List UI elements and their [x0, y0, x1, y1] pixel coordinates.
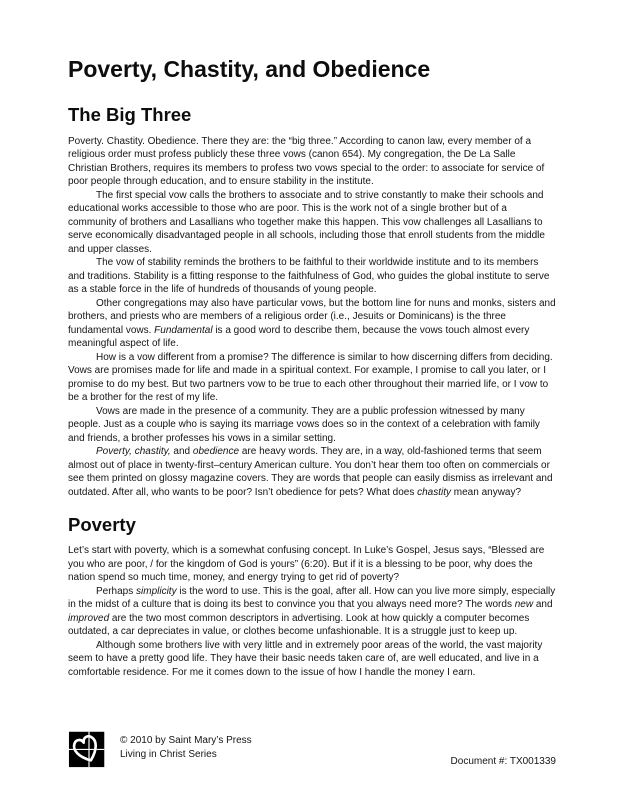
copyright-line: © 2010 by Saint Mary’s Press: [120, 734, 252, 746]
italic-text-run: Fundamental: [154, 324, 213, 336]
italic-text-run: simplicity: [136, 585, 177, 597]
text-run: Vows are made in the presence of a community. They are a public profession witnessed by many people. Just as a couple who is saying its marriage vows does so in the context of a celebration with family and friends, a brother professes his vows in a similar setting.: [68, 405, 540, 444]
text-run: mean anyway?: [451, 486, 522, 498]
text-run: Other congregations may also have particular vows, but the bottom line for nuns and monks, sisters and brothers, and priests who are members of a religious order (i.e., Jesuits or Dominicans) is the three fundamental vows.: [68, 297, 556, 336]
paragraph: [68, 405, 556, 446]
paragraph: [68, 639, 556, 680]
paragraph: [68, 351, 556, 405]
section-heading: The Big Three: [68, 104, 192, 126]
paragraph: [68, 544, 556, 585]
text-run: is the word to use. This is the goal, after all. How can you live more simply, especially in the midst of a culture that is doing its best to convince you that you always need more? The words: [68, 585, 556, 611]
document-title: Poverty, Chastity, and Obedience: [68, 56, 431, 82]
text-run: are heavy words. They are, in a way, old-fashioned terms that seem almost out of place in twenty-first–century American culture. You don’t hear them too often on commercials or see them printed on glossy magazine covers. They are words that people can easily dismiss as irrelevant and outdated. After all, who wants to be poor? Isn’t obedience for pets? What does: [68, 446, 553, 498]
text-run: Perhaps: [96, 585, 137, 597]
text-run: Poverty. Chastity. Obedience. There they are: the “big three.” According to canon law, every member of a religious order must profess publicly these three vows (canon 654). My congregation, the De La Salle Christian Brothers, requires its members to profess two vows special to the order: to associate for service of poor people through education, and to ensure stability in the institute.: [68, 135, 545, 188]
text-run: Let’s start with poverty, which is a somewhat confusing concept. In Luke’s Gospel, Jesus says, “Blessed are you who are poor, / for the kingdom of God is yours” (6:20). But if it is a blessing to be poor, why does the nation spend so much time, money, and energy trying to get rid of poverty?: [68, 545, 545, 584]
section-heading: Poverty: [68, 514, 136, 536]
italic-text-run: new: [514, 599, 534, 611]
italic-text-run: chastity: [417, 486, 452, 498]
text-run: is a good word to describe them, because the vows touch almost every meaningful aspect of life.: [68, 324, 530, 350]
publisher-text: [120, 734, 252, 763]
document-body: [68, 104, 556, 679]
text-run: and: [533, 599, 553, 611]
text-run: How is a vow different from a promise? The difference is similar to how discerning differs from deciding. Vows are promises made for life and made in a spiritual context. For example, I promise to call you later, or I promise to do my best. But two partners vow to be true to each other throughout their married life, or I vow to be a brother for the rest of my life.: [68, 351, 553, 404]
italic-text-run: Poverty, chastity,: [96, 446, 171, 458]
text-run: The vow of stability reminds the brothers to be faithful to their worldwide institute and to its members and traditions. Stability is a fitting response to the faithfulness of God, who guides the global institute to serve as a stable force in the life of hundreds of thousands of young people.: [68, 257, 550, 296]
paragraph: [68, 135, 556, 189]
italic-text-run: improved: [68, 612, 110, 624]
text-run: The first special vow calls the brothers to associate and to strive constantly to make their schools and educational works accessible to those who are poor. This is the work not of a single brother but of a community of brothers and Lasallians who together make this happen. This vow challenges all Lasallians to serve economically disadvantaged people in all schools, including those that enroll students from the middle and upper classes.: [68, 189, 545, 255]
text-run: Although some brothers live with very little and in extremely poor areas of the world, the vast majority seem to have a pretty good life. They have their basic needs taken care of, are well educated, and live in a comfortable residence. For me it comes down to the issue of how I handle the money I earn.: [68, 639, 543, 678]
page-footer: [68, 727, 556, 769]
saint-marys-press-logo-icon: [68, 727, 110, 769]
paragraph: [68, 189, 556, 257]
text-run: are the two most common descriptors in advertising. Look at how quickly a computer becomes outdated, a car depreciates in value, or clothes become unfashionable. It is a struggle just to keep up.: [68, 612, 530, 638]
text-run: and: [170, 446, 193, 458]
italic-text-run: obedience: [192, 446, 240, 458]
document-number: Document #: TX001339: [450, 755, 556, 767]
paragraph: [68, 585, 556, 639]
paragraph: [68, 256, 556, 297]
paragraph: [68, 445, 556, 499]
series-line: Living in Christ Series: [120, 749, 217, 760]
publisher-block: [68, 727, 252, 769]
paragraph: [68, 297, 556, 351]
